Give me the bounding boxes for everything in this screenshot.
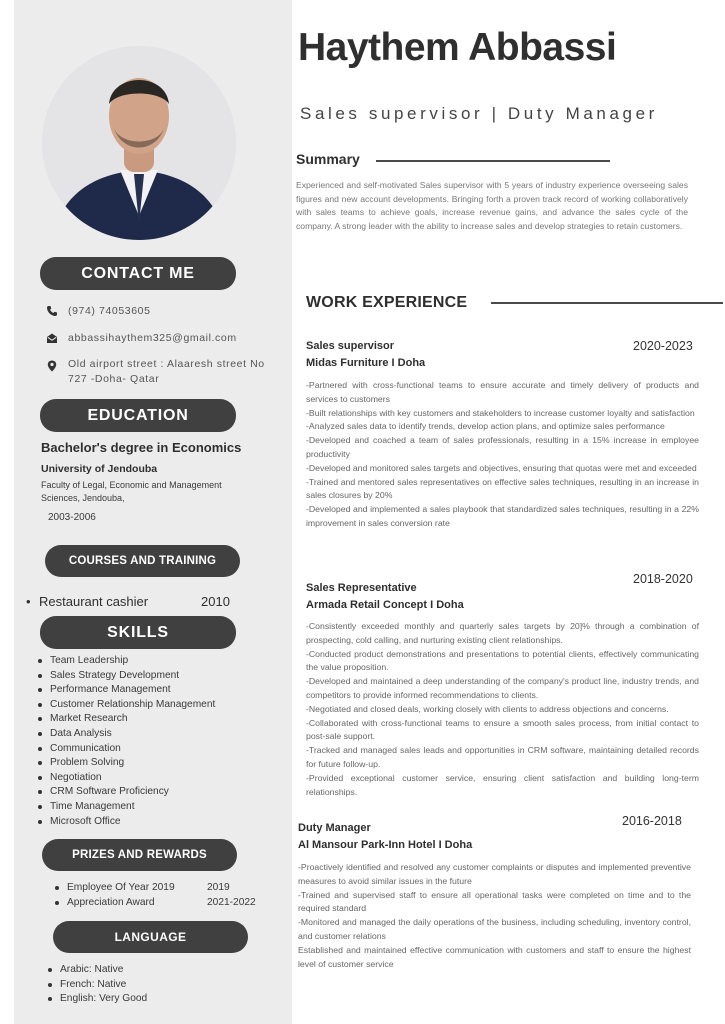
- contact-heading-text: CONTACT ME: [81, 265, 195, 282]
- job-1-duties: [306, 379, 699, 531]
- prize-item: [53, 881, 283, 896]
- courses-heading: [45, 545, 240, 577]
- prize-name: Employee Of Year 2019: [67, 882, 175, 893]
- courses-heading-text: COURSES AND TRAINING: [68, 555, 217, 567]
- language-item: English: Very Good: [46, 992, 266, 1007]
- prizes-heading-text: PRIZES AND REWARDS: [72, 849, 207, 861]
- education-faculty-line-1: Faculty of Legal, Economic and Management: [41, 480, 222, 490]
- duty-item: -Partnered with cross-functional teams to ensure accurate and timely delivery of products and services to customers: [306, 380, 699, 404]
- skill-item: Data Analysis: [36, 727, 276, 742]
- duty-item: -Negotiated and closed deals, working closely with clients to address objections and concerns.: [306, 703, 669, 714]
- language-item: French: Native: [46, 978, 266, 993]
- person-portrait-icon: [42, 46, 236, 240]
- job-3-duties: [298, 861, 691, 971]
- prize-year: 2021-2022: [207, 896, 256, 908]
- job-1-company: Midas Furniture I Doha: [306, 357, 426, 369]
- skill-item: Problem Solving: [36, 756, 276, 771]
- job-3-dates: 2016-2018: [622, 814, 682, 828]
- skill-item: Market Research: [36, 712, 276, 727]
- duty-item: -Conducted product demonstrations and presentations to potential clients, effectively communicating the value proposition.: [306, 648, 699, 673]
- education-university: University of Jendouba: [41, 463, 158, 475]
- course-year: 2010: [201, 594, 230, 609]
- job-1-title: Sales supervisor: [306, 340, 395, 352]
- prizes-heading: [42, 839, 237, 871]
- education-degree: Bachelor's degree in Economics: [41, 440, 242, 455]
- summary-heading: Summary: [296, 151, 360, 167]
- skill-item: Communication: [36, 742, 276, 757]
- language-item: Arabic: Native: [46, 963, 266, 978]
- duty-item: -Analyzed sales data to identify trends, develop action plans, and optimize sales performance: [306, 421, 665, 432]
- profile-photo: [42, 46, 236, 240]
- candidate-name: Haythem Abbassi: [298, 26, 617, 69]
- candidate-role: Sales supervisor | Duty Manager: [300, 104, 658, 123]
- language-heading-text: LANGUAGE: [114, 930, 187, 944]
- duty-item: -Consistently exceeded monthly and quarterly sales targets by 20]% through a combination of prospecting, cold calling, and nurturing existing client relationships.: [306, 621, 699, 645]
- duty-item: -Trained and mentored sales representatives on effective sales techniques, resulting in an increase in sales closures by 20%: [306, 476, 699, 501]
- duty-item: -Proactively identified and resolved any customer complaints or disputes and implemented preventive measures to avoid similar issues in the future: [298, 862, 691, 886]
- job-2-title: Sales Representative: [306, 582, 417, 594]
- email-address[interactable]: abbassihaythem325@gmail.com: [68, 332, 237, 344]
- language-heading: [53, 921, 248, 953]
- duty-item: -Collaborated with cross-functional teams to ensure a smooth sales process, from initial contact to post-sale support.: [306, 717, 699, 742]
- skill-item: CRM Software Proficiency: [36, 785, 276, 800]
- skills-list: [36, 654, 276, 829]
- skills-heading: [40, 616, 236, 649]
- job-3-company: Al Mansour Park-Inn Hotel I Doha: [298, 839, 473, 851]
- skill-item: Microsoft Office: [36, 815, 276, 830]
- education-heading: [40, 399, 236, 432]
- location-pin-icon: [46, 360, 58, 372]
- education-faculty-line-2: Sciences, Jendouba,: [41, 493, 125, 503]
- job-3-title: Duty Manager: [298, 822, 371, 834]
- duty-item: -Developed and maintained a deep understanding of the company's product line, industry trends, and competitors to provide informed recommendations to clients.: [306, 676, 699, 700]
- skill-item: Sales Strategy Development: [36, 669, 276, 684]
- duty-item: -Developed and coached a team of sales professionals, resulting in a 15% increase in employee productivity: [306, 435, 699, 459]
- phone-icon: [46, 305, 58, 317]
- prizes-list: [53, 881, 283, 910]
- duty-item: Established and maintained effective communication with customers and staff to ensure the highest level of customer service: [298, 944, 691, 969]
- mail-icon: [46, 332, 58, 344]
- phone-number: (974) 74053605: [68, 305, 151, 317]
- skill-item: Time Management: [36, 800, 276, 815]
- prize-year: 2019: [207, 882, 230, 893]
- education-heading-text: EDUCATION: [87, 407, 189, 424]
- work-divider: [491, 302, 723, 304]
- skill-item: Team Leadership: [36, 654, 276, 669]
- address-line-2: 727 -Doha- Qatar: [68, 373, 160, 385]
- contact-heading: [40, 257, 236, 290]
- prize-name: Appreciation Award: [67, 896, 155, 908]
- course-name: Restaurant cashier: [39, 594, 149, 609]
- job-2-dates: 2018-2020: [633, 572, 693, 586]
- duty-item: -Monitored and managed the daily operations of the business, including scheduling, inventory control, and customer relations: [298, 917, 691, 941]
- duty-item: -Built relationships with key customers and stakeholders to increase customer loyalty and satisfaction: [306, 407, 695, 418]
- duty-item: -Developed and implemented a sales playbook that standardized sales techniques, resulting in a 22% improvement in sales conversion rate: [306, 504, 699, 528]
- prize-item: [53, 896, 283, 911]
- job-2-duties: [306, 620, 699, 799]
- skills-heading-text: SKILLS: [107, 624, 169, 641]
- address-line-1: Old airport street : Alaaresh street No: [68, 358, 265, 370]
- skill-item: Performance Management: [36, 683, 276, 698]
- job-2-company: Armada Retail Concept I Doha: [306, 599, 464, 611]
- duty-item: -Tracked and managed sales leads and opportunities in CRM software, maintaining detailed records for future follow-up.: [306, 745, 699, 769]
- skill-item: Negotiation: [36, 771, 276, 786]
- language-list: [46, 963, 266, 1007]
- summary-divider: [376, 160, 610, 162]
- duty-item: -Developed and monitored sales targets and objectives, ensuring that quotas were met and exceeded: [306, 462, 697, 473]
- work-heading: WORK EXPERIENCE: [306, 294, 468, 311]
- education-years: 2003-2006: [48, 512, 96, 523]
- skill-item: Customer Relationship Management: [36, 698, 276, 713]
- job-1-dates: 2020-2023: [633, 339, 693, 353]
- contact-address: [46, 357, 286, 389]
- summary-text: Experienced and self-motivated Sales supervisor with 5 years of industry experience overseeing sales figures and new account developments. Bringing forth a proven track record of working collaboratively with sales teams to achieve goals, increase revenue gains, and advance the sales cycle of the company. A strong leader with the ability to increase sales and develop strategies to retain customers.: [296, 180, 688, 232]
- bullet-dot: •: [26, 594, 31, 609]
- duty-item: -Trained and supervised staff to ensure all operational tasks were completed on time and to the required standard: [298, 889, 691, 914]
- duty-item: -Provided exceptional customer service, ensuring client satisfaction and building long-term relationships.: [306, 772, 699, 797]
